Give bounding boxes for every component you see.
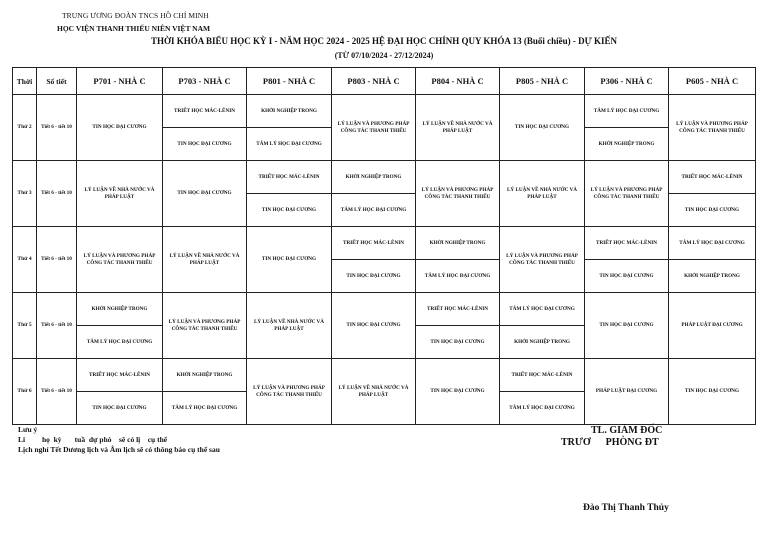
course-cell-top: KHỞI NGHIỆP TRONG	[77, 293, 163, 326]
course-cell-bottom: TIN HỌC ĐẠI CƯƠNG	[163, 128, 247, 161]
course-cell-bottom: TIN HỌC ĐẠI CƯƠNG	[77, 392, 163, 425]
course-cell: TIN HỌC ĐẠI CƯƠNG	[669, 359, 756, 425]
course-cell-top: KHỞI NGHIỆP TRONG	[247, 95, 332, 128]
course-cell: PHÁP LUẬT ĐẠI CƯƠNG	[585, 359, 669, 425]
col-header-period: Số tiết	[37, 68, 77, 95]
course-cell-bottom: KHỞI NGHIỆP TRONG	[669, 260, 756, 293]
col-header-room: P306 - NHÀ C	[585, 68, 669, 95]
course-cell: LÝ LUẬN VỀ NHÀ NƯỚC VÀ PHÁP LUẬT	[247, 293, 332, 359]
day-cell: Thứ 6	[13, 359, 37, 425]
course-cell: LÝ LUẬN VÀ PHƯƠNG PHÁP CÔNG TÁC THANH THIẾU	[163, 293, 247, 359]
course-cell-bottom: TÂM LÝ HỌC ĐẠI CƯƠNG	[247, 128, 332, 161]
course-cell: LÝ LUẬN VÀ PHƯƠNG PHÁP CÔNG TÁC THANH THIẾU	[669, 95, 756, 161]
course-cell-bottom: TIN HỌC ĐẠI CƯƠNG	[247, 194, 332, 227]
course-cell: TIN HỌC ĐẠI CƯƠNG	[163, 161, 247, 227]
course-cell-bottom: TÂM LÝ HỌC ĐẠI CƯƠNG	[416, 260, 500, 293]
col-header-room: P703 - NHÀ C	[163, 68, 247, 95]
period-cell: Tiết 6 - tiết 10	[37, 359, 77, 425]
course-cell: TIN HỌC ĐẠI CƯƠNG	[77, 95, 163, 161]
course-cell: LÝ LUẬN VÀ PHƯƠNG PHÁP CÔNG TÁC THANH THIẾU	[77, 227, 163, 293]
course-cell: LÝ LUẬN VÀ PHƯƠNG PHÁP CÔNG TÁC THANH THIẾU	[416, 161, 500, 227]
course-cell: TIN HỌC ĐẠI CƯƠNG	[416, 359, 500, 425]
notes-label: Lưu ý	[18, 425, 38, 434]
course-cell-bottom: TÂM LÝ HỌC ĐẠI CƯƠNG	[163, 392, 247, 425]
day-cell: Thứ 2	[13, 95, 37, 161]
course-cell: LÝ LUẬN VÀ PHƯƠNG PHÁP CÔNG TÁC THANH THIẾU	[500, 227, 585, 293]
period-cell: Tiết 6 - tiết 10	[37, 161, 77, 227]
course-cell: TIN HỌC ĐẠI CƯƠNG	[585, 293, 669, 359]
course-cell-top: TÂM LÝ HỌC ĐẠI CƯƠNG	[500, 293, 585, 326]
col-header-room: P605 - NHÀ C	[669, 68, 756, 95]
course-cell-top: TRIẾT HỌC MÁC-LÊNIN	[332, 227, 416, 260]
course-cell: LÝ LUẬN VỀ NHÀ NƯỚC VÀ PHÁP LUẬT	[500, 161, 585, 227]
course-cell-bottom: TÂM LÝ HỌC ĐẠI CƯƠNG	[332, 194, 416, 227]
course-cell: TIN HỌC ĐẠI CƯƠNG	[332, 293, 416, 359]
page-title: THỜI KHÓA BIỂU HỌC KỲ I - NĂM HỌC 2024 - 2025 HỆ ĐẠI HỌC CHÍNH QUY KHÓA 13 (Buổi chiều) - DỰ KIẾN	[150, 36, 618, 46]
course-cell: TIN HỌC ĐẠI CƯƠNG	[247, 227, 332, 293]
course-cell-top: KHỞI NGHIỆP TRONG	[163, 359, 247, 392]
col-header-day: Thời	[13, 68, 37, 95]
course-cell: LÝ LUẬN VỀ NHÀ NƯỚC VÀ PHÁP LUẬT	[416, 95, 500, 161]
course-cell-bottom: KHỞI NGHIỆP TRONG	[500, 326, 585, 359]
course-cell: LÝ LUẬN VÀ PHƯƠNG PHÁP CÔNG TÁC THANH THIẾU	[332, 95, 416, 161]
course-cell-top: TÂM LÝ HỌC ĐẠI CƯƠNG	[669, 227, 756, 260]
course-cell-bottom: TIN HỌC ĐẠI CƯƠNG	[332, 260, 416, 293]
period-cell: Tiết 6 - tiết 10	[37, 293, 77, 359]
col-header-room: P804 - NHÀ C	[416, 68, 500, 95]
day-cell: Thứ 5	[13, 293, 37, 359]
day-cell: Thứ 4	[13, 227, 37, 293]
org-line-2: HỌC VIỆN THANH THIẾU NIÊN VIỆT NAM	[57, 24, 211, 33]
course-cell-top: TRIẾT HỌC MÁC-LÊNIN	[247, 161, 332, 194]
course-cell-top: TRIẾT HỌC MÁC-LÊNIN	[77, 359, 163, 392]
course-cell-top: TRIẾT HỌC MÁC-LÊNIN	[500, 359, 585, 392]
course-cell-top: KHỞI NGHIỆP TRONG	[416, 227, 500, 260]
org-line-1: TRUNG ƯƠNG ĐOÀN TNCS HỒ CHÍ MINH	[62, 11, 209, 20]
course-cell: LÝ LUẬN VÀ PHƯƠNG PHÁP CÔNG TÁC THANH THIẾU	[585, 161, 669, 227]
course-cell-top: TRIẾT HỌC MÁC-LÊNIN	[585, 227, 669, 260]
course-cell-top: TRIẾT HỌC MÁC-LÊNIN	[669, 161, 756, 194]
notes-block	[18, 425, 220, 455]
timetable-row	[13, 227, 756, 260]
course-cell-bottom: TIN HỌC ĐẠI CƯƠNG	[585, 260, 669, 293]
course-cell-top: KHỞI NGHIỆP TRONG	[332, 161, 416, 194]
col-header-room: P805 - NHÀ C	[500, 68, 585, 95]
period-cell: Tiết 6 - tiết 10	[37, 227, 77, 293]
col-header-room: P803 - NHÀ C	[332, 68, 416, 95]
period-cell: Tiết 6 - tiết 10	[37, 95, 77, 161]
timetable	[12, 67, 756, 425]
notes-line-2: Lịch nghỉ Tết Dương lịch và Âm lịch sẽ có thông báo cụ thể sau	[18, 445, 220, 454]
course-cell: LÝ LUẬN VỀ NHÀ NƯỚC VÀ PHÁP LUẬT	[332, 359, 416, 425]
course-cell-bottom: TÂM LÝ HỌC ĐẠI CƯƠNG	[77, 326, 163, 359]
signer-title-1: TL. GIÁM ĐỐC	[591, 425, 663, 436]
course-cell: LÝ LUẬN VỀ NHÀ NƯỚC VÀ PHÁP LUẬT	[77, 161, 163, 227]
course-cell-bottom: TIN HỌC ĐẠI CƯƠNG	[669, 194, 756, 227]
course-cell: LÝ LUẬN VÀ PHƯƠNG PHÁP CÔNG TÁC THANH THIẾU	[247, 359, 332, 425]
timetable-row	[13, 95, 756, 128]
timetable-row	[13, 293, 756, 326]
course-cell-bottom: TÂM LÝ HỌC ĐẠI CƯƠNG	[500, 392, 585, 425]
course-cell: PHÁP LUẬT ĐẠI CƯƠNG	[669, 293, 756, 359]
col-header-room: P801 - NHÀ C	[247, 68, 332, 95]
page-subtitle: (TỪ 07/10/2024 - 27/12/2024)	[334, 51, 434, 60]
day-cell: Thứ 3	[13, 161, 37, 227]
course-cell-bottom: KHỞI NGHIỆP TRONG	[585, 128, 669, 161]
course-cell: LÝ LUẬN VỀ NHÀ NƯỚC VÀ PHÁP LUẬT	[163, 227, 247, 293]
course-cell-top: TRIẾT HỌC MÁC-LÊNIN	[416, 293, 500, 326]
course-cell-bottom: TIN HỌC ĐẠI CƯƠNG	[416, 326, 500, 359]
signer-title-2: TRƯƠ PHÒNG ĐT	[561, 437, 659, 448]
timetable-header-row	[13, 68, 756, 95]
notes-line-1: Li họ kỳ tuầ dự phò sẽ có lị cụ thể	[18, 435, 168, 444]
course-cell: TIN HỌC ĐẠI CƯƠNG	[500, 95, 585, 161]
timetable-row	[13, 161, 756, 194]
timetable-row	[13, 359, 756, 392]
course-cell-top: TÂM LÝ HỌC ĐẠI CƯƠNG	[585, 95, 669, 128]
signer-name: Đào Thị Thanh Thủy	[583, 503, 669, 513]
col-header-room: P701 - NHÀ C	[77, 68, 163, 95]
course-cell-top: TRIẾT HỌC MÁC-LÊNIN	[163, 95, 247, 128]
